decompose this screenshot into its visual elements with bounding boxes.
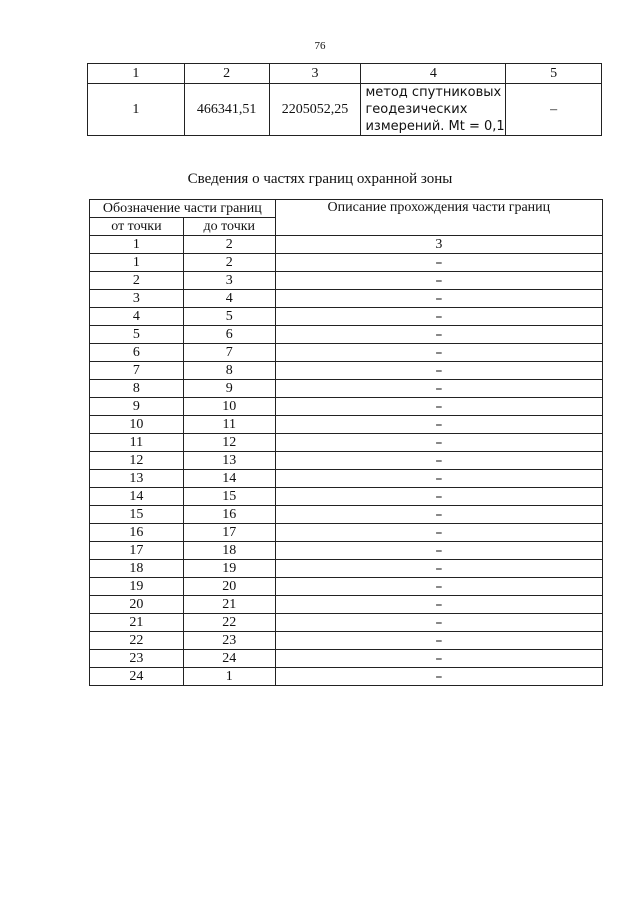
from-point: 7 [90, 362, 184, 380]
description: – [275, 452, 602, 470]
from-point: 24 [90, 668, 184, 686]
table-row [90, 668, 603, 686]
description: – [275, 632, 602, 650]
from-point: 13 [90, 470, 184, 488]
table-row [90, 434, 603, 452]
page-number: 76 [314, 40, 326, 52]
from-point: 14 [90, 488, 184, 506]
table-row [90, 380, 603, 398]
from-point: 19 [90, 578, 184, 596]
to-point: 10 [183, 398, 275, 416]
to-point: 9 [183, 380, 275, 398]
description: – [275, 326, 602, 344]
table-row [90, 326, 603, 344]
to-point: 8 [183, 362, 275, 380]
from-point: 10 [90, 416, 184, 434]
table-row [90, 506, 603, 524]
table-row [90, 560, 603, 578]
description: – [275, 290, 602, 308]
col-number: 1 [88, 64, 185, 84]
from-point: 21 [90, 614, 184, 632]
to-point: 18 [183, 542, 275, 560]
to-point: 5 [183, 308, 275, 326]
to-point: 11 [183, 416, 275, 434]
description: – [275, 560, 602, 578]
to-point: 12 [183, 434, 275, 452]
table-row [90, 470, 603, 488]
to-point: 16 [183, 506, 275, 524]
description: – [275, 596, 602, 614]
to-point: 19 [183, 560, 275, 578]
table-row [88, 84, 602, 136]
table-row [90, 632, 603, 650]
from-point: 18 [90, 560, 184, 578]
from-point: 3 [90, 290, 184, 308]
from-point: 15 [90, 506, 184, 524]
to-point: 20 [183, 578, 275, 596]
from-point: 22 [90, 632, 184, 650]
header-group: Обозначение части границ [90, 200, 276, 218]
description: – [275, 506, 602, 524]
description: – [275, 650, 602, 668]
table-row [90, 272, 603, 290]
table-row [90, 290, 603, 308]
description: – [275, 380, 602, 398]
table-row [90, 614, 603, 632]
table-row [90, 596, 603, 614]
method-line: геодезических [365, 102, 468, 117]
from-point: 5 [90, 326, 184, 344]
point-number: 1 [88, 84, 185, 136]
table-row [90, 398, 603, 416]
col-number: 4 [361, 64, 506, 84]
boundary-parts-table [89, 199, 603, 686]
to-point: 24 [183, 650, 275, 668]
coordinates-table [87, 63, 602, 136]
description: – [275, 416, 602, 434]
table-row [90, 416, 603, 434]
col-number: 3 [269, 64, 361, 84]
description: – [275, 254, 602, 272]
description: – [275, 542, 602, 560]
to-point: 14 [183, 470, 275, 488]
description: – [275, 308, 602, 326]
table-row [90, 308, 603, 326]
column-number-row [90, 236, 603, 254]
to-point: 13 [183, 452, 275, 470]
table-row [90, 344, 603, 362]
coordinate-y: 2205052,25 [269, 84, 361, 136]
from-point: 9 [90, 398, 184, 416]
description: – [275, 470, 602, 488]
to-point: 3 [183, 272, 275, 290]
description: – [275, 488, 602, 506]
to-point: 1 [183, 668, 275, 686]
col-number: 1 [90, 236, 184, 254]
description: – [275, 524, 602, 542]
table-row [90, 542, 603, 560]
description: – [275, 362, 602, 380]
to-point: 15 [183, 488, 275, 506]
table-row [90, 650, 603, 668]
table-row [90, 254, 603, 272]
to-point: 22 [183, 614, 275, 632]
description: – [275, 272, 602, 290]
table-row [90, 488, 603, 506]
to-point: 23 [183, 632, 275, 650]
from-point: 16 [90, 524, 184, 542]
table-row [90, 578, 603, 596]
from-point: 12 [90, 452, 184, 470]
to-point: 17 [183, 524, 275, 542]
to-point: 21 [183, 596, 275, 614]
to-point: 4 [183, 290, 275, 308]
description: – [275, 614, 602, 632]
from-point: 17 [90, 542, 184, 560]
header-to: до точки [183, 218, 275, 236]
from-point: 2 [90, 272, 184, 290]
description: – [275, 578, 602, 596]
col-number: 2 [184, 64, 269, 84]
from-point: 8 [90, 380, 184, 398]
from-point: 23 [90, 650, 184, 668]
to-point: 2 [183, 254, 275, 272]
table-row [90, 362, 603, 380]
col-number: 3 [275, 236, 602, 254]
table-row [90, 452, 603, 470]
column-number-row [88, 64, 602, 84]
header-from: от точки [90, 218, 184, 236]
from-point: 20 [90, 596, 184, 614]
col-number: 2 [183, 236, 275, 254]
from-point: 6 [90, 344, 184, 362]
description: – [275, 668, 602, 686]
header-row [90, 200, 603, 218]
header-description: Описание прохождения части границ [275, 200, 602, 236]
section-heading: Сведения о частях границ охранной зоны [187, 171, 453, 187]
method-line: измерений. Mt = 0,1 [365, 119, 505, 134]
description: – [275, 434, 602, 452]
to-point: 6 [183, 326, 275, 344]
from-point: 1 [90, 254, 184, 272]
coordinate-x: 466341,51 [184, 84, 269, 136]
description: – [275, 344, 602, 362]
point-description: – [506, 84, 602, 136]
description: – [275, 398, 602, 416]
col-number: 5 [506, 64, 602, 84]
method-cell [361, 84, 506, 136]
from-point: 11 [90, 434, 184, 452]
from-point: 4 [90, 308, 184, 326]
table-row [90, 524, 603, 542]
to-point: 7 [183, 344, 275, 362]
method-line: метод спутниковых [365, 85, 502, 100]
